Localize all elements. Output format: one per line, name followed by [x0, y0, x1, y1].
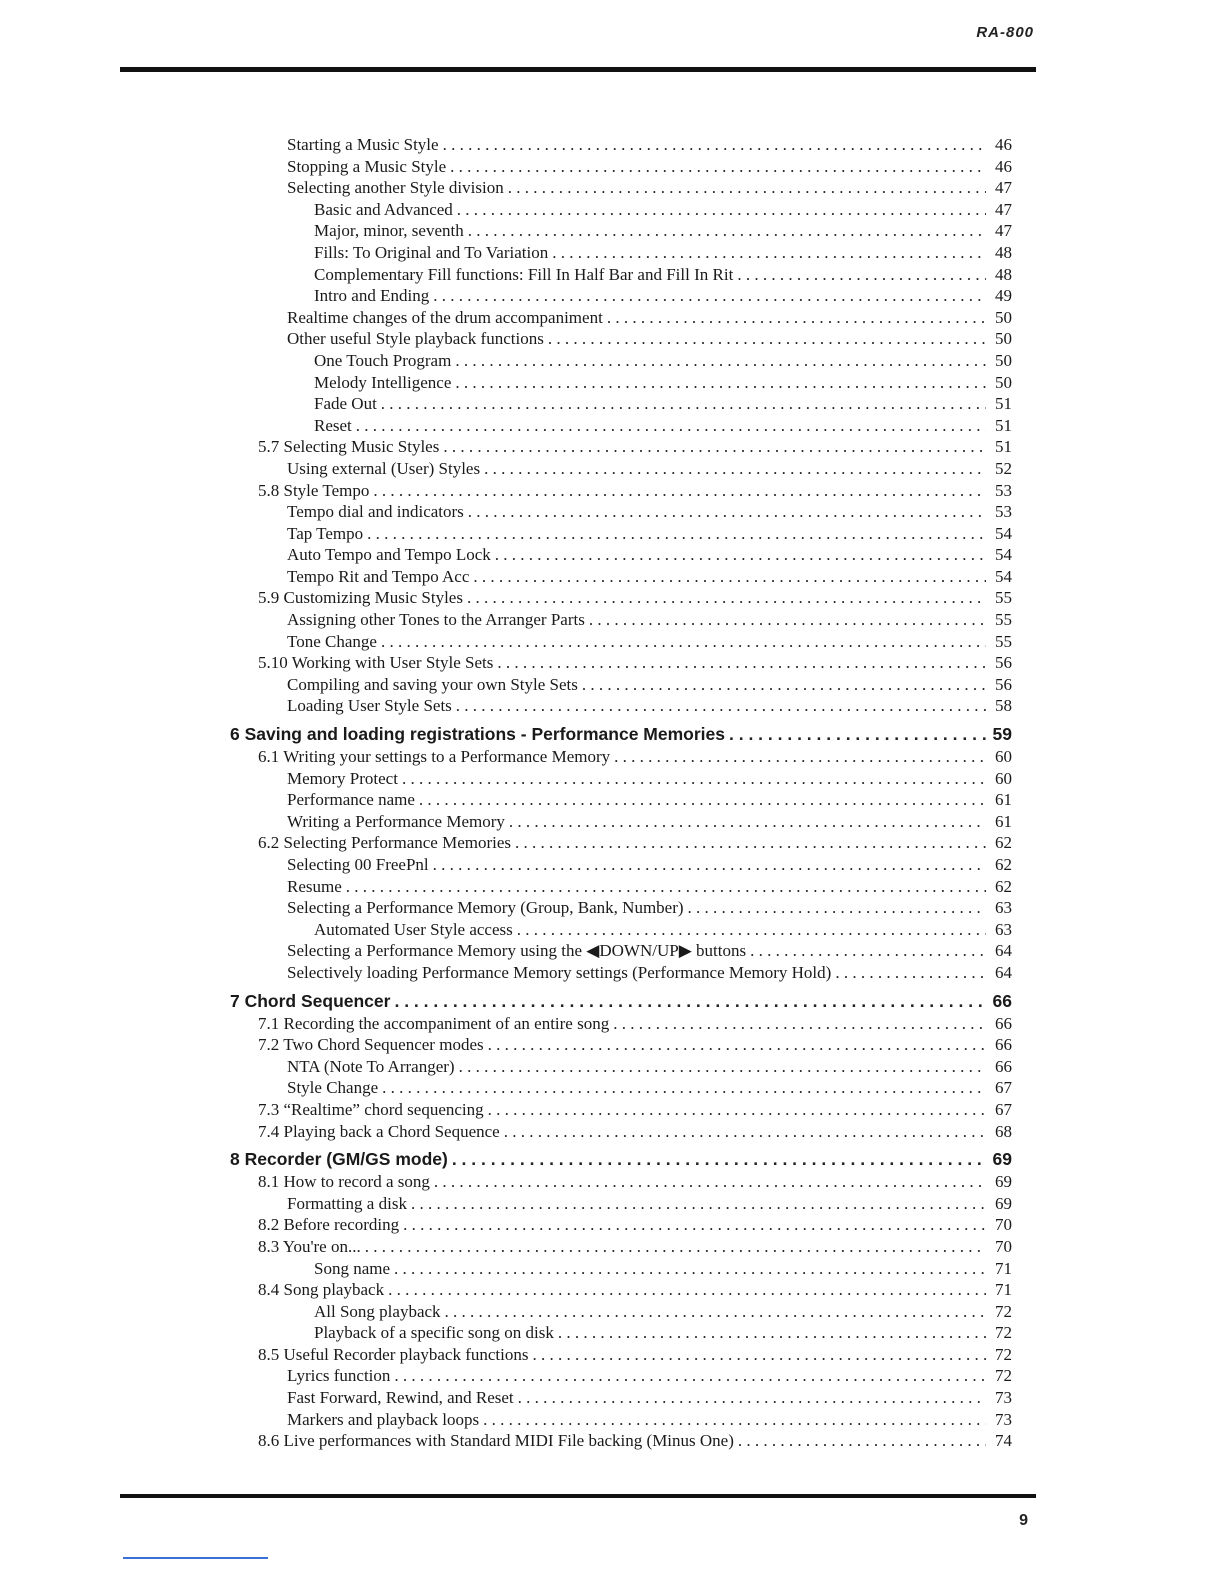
toc-entry-page: 51	[995, 394, 1012, 414]
toc-dot-leader	[495, 544, 986, 566]
toc-entry[interactable]	[230, 695, 1012, 717]
toc-dot-leader	[459, 1056, 986, 1078]
toc-dot-leader	[455, 372, 986, 394]
toc-entry[interactable]	[230, 832, 1012, 854]
toc-dot-leader	[518, 1387, 986, 1409]
toc-dot-leader	[750, 940, 986, 962]
toc-entry[interactable]	[230, 242, 1012, 264]
toc-dot-leader	[457, 199, 986, 221]
toc-entry[interactable]	[230, 962, 1012, 984]
toc-entry[interactable]	[230, 1056, 1012, 1078]
toc-entry[interactable]	[230, 307, 1012, 329]
toc-entry-page: 58	[995, 696, 1012, 716]
toc-entry[interactable]	[230, 1344, 1012, 1366]
toc-entry-title: Tempo Rit and Tempo Acc	[287, 566, 470, 586]
toc-entry-title: 7.2 Two Chord Sequencer modes	[258, 1035, 484, 1055]
toc-entry-title: 7 Chord Sequencer	[230, 990, 391, 1011]
toc-entry-page: 63	[995, 919, 1012, 939]
toc-entry-title: 5.9 Customizing Music Styles	[258, 588, 463, 608]
toc-dot-leader	[467, 587, 986, 609]
toc-entry-page: 67	[995, 1078, 1012, 1098]
toc-chapter-entry[interactable]	[230, 1148, 1012, 1171]
toc-entry[interactable]	[230, 1034, 1012, 1056]
toc-entry-page: 48	[995, 242, 1012, 262]
toc-entry-title: 8.3 You're on...	[258, 1236, 361, 1256]
toc-entry[interactable]	[230, 480, 1012, 502]
toc-dot-leader	[381, 393, 986, 415]
toc-entry-title: Memory Protect	[287, 768, 398, 788]
toc-entry-page: 69	[995, 1193, 1012, 1213]
toc-entry-title: Automated User Style access	[314, 919, 513, 939]
toc-entry-title: Fade Out	[314, 394, 377, 414]
toc-entry[interactable]	[230, 768, 1012, 790]
toc-entry[interactable]	[230, 566, 1012, 588]
toc-dot-leader	[504, 1121, 986, 1143]
toc-entry[interactable]	[230, 544, 1012, 566]
toc-entry-title: Intro and Ending	[314, 286, 430, 306]
toc-entry[interactable]	[230, 631, 1012, 653]
toc-dot-leader	[419, 789, 986, 811]
toc-entry[interactable]	[230, 1387, 1012, 1409]
toc-entry[interactable]	[230, 501, 1012, 523]
toc-dot-leader	[394, 990, 986, 1013]
toc-entry[interactable]	[230, 587, 1012, 609]
toc-dot-leader	[533, 1344, 987, 1366]
toc-entry-title: 5.10 Working with User Style Sets	[258, 653, 494, 673]
toc-entry-title: Selectively loading Performance Memory settings (Performance Memory Hold)	[287, 962, 832, 982]
toc-dot-leader	[403, 1214, 986, 1236]
toc-entry-page: 55	[995, 631, 1012, 651]
toc-entry-title: 8.2 Before recording	[258, 1215, 400, 1235]
toc-entry-page: 62	[995, 876, 1012, 896]
toc-dot-leader	[394, 1258, 986, 1280]
toc-entry-title: Other useful Style playback functions	[287, 329, 544, 349]
toc-chapter-entry[interactable]	[230, 990, 1012, 1013]
toc-dot-leader	[381, 631, 986, 653]
toc-entry-page: 60	[995, 747, 1012, 767]
toc-dot-leader	[382, 1077, 986, 1099]
header-model-name: RA-800	[976, 24, 1034, 41]
toc-entry-title: All Song playback	[314, 1301, 441, 1321]
toc-entry-title: Realtime changes of the drum accompaniment	[287, 307, 603, 327]
toc-entry-title: Resume	[287, 876, 342, 896]
toc-dot-leader	[738, 1430, 986, 1452]
toc-dot-leader	[552, 242, 986, 264]
toc-entry-page: 59	[992, 724, 1012, 745]
toc-dot-leader	[508, 177, 986, 199]
toc-entry-title: 8.1 How to record a song	[258, 1172, 430, 1192]
toc-entry[interactable]	[230, 674, 1012, 696]
toc-entry-page: 66	[992, 990, 1012, 1011]
toc-entry-page: 73	[995, 1409, 1012, 1429]
toc-entry[interactable]	[230, 264, 1012, 286]
toc-entry[interactable]	[230, 789, 1012, 811]
toc-entry[interactable]	[230, 1236, 1012, 1258]
toc-entry[interactable]	[230, 1365, 1012, 1387]
toc-entry-page: 66	[995, 1035, 1012, 1055]
toc-entry-title: Auto Tempo and Tempo Lock	[287, 545, 491, 565]
toc-dot-leader	[497, 652, 986, 674]
toc-dot-leader	[468, 501, 986, 523]
toc-entry-title: Style Change	[287, 1078, 379, 1098]
toc-dot-leader	[582, 674, 986, 696]
toc-entry-title: 7.4 Playing back a Chord Sequence	[258, 1121, 500, 1141]
toc-entry-page: 53	[995, 480, 1012, 500]
toc-entry-title: Writing a Performance Memory	[287, 811, 505, 831]
toc-entry-title: Performance name	[287, 790, 415, 810]
toc-entry[interactable]	[230, 1430, 1012, 1452]
toc-entry-page: 47	[995, 199, 1012, 219]
toc-entry-title: Tone Change	[287, 631, 377, 651]
toc-entry[interactable]	[230, 811, 1012, 833]
toc-entry-page: 72	[995, 1344, 1012, 1364]
toc-entry[interactable]	[230, 523, 1012, 545]
toc-entry-page: 69	[995, 1172, 1012, 1192]
toc-entry-page: 54	[995, 566, 1012, 586]
toc-entry[interactable]	[230, 1214, 1012, 1236]
toc-entry-title: Lyrics function	[287, 1366, 391, 1386]
toc-entry-title: 7.3 “Realtime” chord sequencing	[258, 1099, 484, 1119]
toc-entry-title: 7.1 Recording the accompaniment of an entire song	[258, 1013, 610, 1033]
toc-entry[interactable]	[230, 746, 1012, 768]
toc-dot-leader	[452, 1148, 986, 1171]
toc-entry[interactable]	[230, 1322, 1012, 1344]
table-of-contents	[230, 134, 1012, 1452]
toc-entry[interactable]	[230, 458, 1012, 480]
toc-entry[interactable]	[230, 328, 1012, 350]
toc-dot-leader	[558, 1322, 986, 1344]
toc-dot-leader	[443, 436, 986, 458]
toc-entry-page: 53	[995, 502, 1012, 522]
toc-dot-leader	[373, 480, 986, 502]
toc-entry-page: 62	[995, 833, 1012, 853]
toc-dot-leader	[367, 523, 986, 545]
toc-dot-leader	[835, 962, 986, 984]
toc-dot-leader	[411, 1193, 986, 1215]
toc-entry[interactable]	[230, 940, 1012, 962]
toc-entry-page: 50	[995, 372, 1012, 392]
toc-dot-leader	[445, 1301, 986, 1323]
header-rule	[120, 67, 1036, 72]
toc-entry[interactable]	[230, 436, 1012, 458]
toc-entry-title: 6 Saving and loading registrations - Performance Memories	[230, 724, 725, 745]
toc-entry-title: Fast Forward, Rewind, and Reset	[287, 1388, 514, 1408]
toc-entry-page: 47	[995, 221, 1012, 241]
toc-entry-page: 72	[995, 1366, 1012, 1386]
toc-entry-page: 61	[995, 811, 1012, 831]
toc-dot-leader	[688, 897, 986, 919]
toc-entry[interactable]	[230, 1171, 1012, 1193]
toc-entry-title: 6.2 Selecting Performance Memories	[258, 833, 512, 853]
toc-entry-page: 54	[995, 545, 1012, 565]
toc-entry[interactable]	[230, 1121, 1012, 1143]
toc-entry-page: 55	[995, 588, 1012, 608]
toc-entry-title: One Touch Program	[314, 350, 452, 370]
toc-entry-page: 50	[995, 329, 1012, 349]
toc-entry-page: 69	[992, 1149, 1012, 1170]
toc-entry-title: Selecting a Performance Memory (Group, Bank, Number)	[287, 898, 684, 918]
toc-entry-title: Melody Intelligence	[314, 372, 452, 392]
toc-dot-leader	[484, 458, 986, 480]
toc-entry-page: 64	[995, 941, 1012, 961]
toc-dot-leader	[737, 264, 986, 286]
toc-entry-title: Stopping a Music Style	[287, 156, 447, 176]
toc-entry-page: 47	[995, 178, 1012, 198]
toc-dot-leader	[729, 723, 986, 746]
page-number: 9	[1019, 1512, 1028, 1529]
toc-entry[interactable]	[230, 285, 1012, 307]
toc-entry[interactable]	[230, 652, 1012, 674]
toc-entry[interactable]	[230, 1077, 1012, 1099]
toc-entry-page: 71	[995, 1280, 1012, 1300]
toc-entry-title: Formatting a disk	[287, 1193, 407, 1213]
toc-entry-page: 70	[995, 1236, 1012, 1256]
toc-entry-page: 71	[995, 1258, 1012, 1278]
toc-entry[interactable]	[230, 372, 1012, 394]
toc-entry-title: Assigning other Tones to the Arranger Parts	[287, 610, 585, 630]
toc-entry-title: 5.8 Style Tempo	[258, 480, 370, 500]
toc-entry[interactable]	[230, 919, 1012, 941]
toc-entry[interactable]	[230, 350, 1012, 372]
toc-dot-leader	[517, 919, 986, 941]
toc-entry-page: 70	[995, 1215, 1012, 1235]
toc-entry-title: Playback of a specific song on disk	[314, 1323, 554, 1343]
toc-entry-title: Tap Tempo	[287, 523, 364, 543]
toc-entry[interactable]	[230, 199, 1012, 221]
toc-entry-title: Loading User Style Sets	[287, 696, 452, 716]
toc-dot-leader	[613, 1013, 986, 1035]
toc-dot-leader	[388, 1279, 986, 1301]
toc-entry-page: 72	[995, 1323, 1012, 1343]
toc-entry-title: 8.4 Song playback	[258, 1280, 385, 1300]
toc-entry-title: Compiling and saving your own Style Sets	[287, 674, 578, 694]
toc-entry-page: 51	[995, 437, 1012, 457]
toc-entry-title: Using external (User) Styles	[287, 458, 481, 478]
toc-entry-page: 61	[995, 790, 1012, 810]
toc-entry-title: Reset	[314, 415, 352, 435]
toc-entry[interactable]	[230, 393, 1012, 415]
toc-dot-leader	[443, 134, 986, 156]
toc-entry-page: 56	[995, 674, 1012, 694]
toc-dot-leader	[607, 307, 986, 329]
toc-entry[interactable]	[230, 156, 1012, 178]
toc-entry-page: 46	[995, 135, 1012, 154]
toc-entry-title: Complementary Fill functions: Fill In Half Bar and Fill In Rit	[314, 264, 734, 284]
toc-dot-leader	[488, 1034, 986, 1056]
toc-entry-page: 60	[995, 768, 1012, 788]
toc-entry-title: Selecting another Style division	[287, 178, 504, 198]
toc-dot-leader	[433, 854, 986, 876]
toc-dot-leader	[365, 1236, 986, 1258]
toc-entry-page: 56	[995, 653, 1012, 673]
toc-entry-page: 48	[995, 264, 1012, 284]
toc-entry-page: 68	[995, 1121, 1012, 1141]
toc-entry[interactable]	[230, 177, 1012, 199]
toc-entry-title: NTA (Note To Arranger)	[287, 1056, 455, 1076]
toc-dot-leader	[450, 156, 986, 178]
toc-entry-page: 63	[995, 898, 1012, 918]
toc-entry[interactable]	[230, 220, 1012, 242]
toc-entry[interactable]	[230, 1193, 1012, 1215]
toc-entry-page: 73	[995, 1388, 1012, 1408]
toc-entry[interactable]	[230, 876, 1012, 898]
toc-dot-leader	[346, 876, 986, 898]
toc-entry-title: Major, minor, seventh	[314, 221, 464, 241]
toc-entry[interactable]	[230, 1099, 1012, 1121]
toc-entry[interactable]	[230, 415, 1012, 437]
footer-rule	[120, 1494, 1036, 1498]
toc-dot-leader	[614, 746, 986, 768]
toc-entry-page: 72	[995, 1301, 1012, 1321]
toc-entry[interactable]	[230, 1301, 1012, 1323]
toc-entry-title: Starting a Music Style	[287, 135, 439, 154]
toc-entry-page: 49	[995, 286, 1012, 306]
toc-entry-title: Tempo dial and indicators	[287, 502, 464, 522]
toc-entry-page: 50	[995, 350, 1012, 370]
toc-dot-leader	[356, 415, 986, 437]
toc-entry[interactable]	[230, 897, 1012, 919]
toc-entry[interactable]	[230, 854, 1012, 876]
toc-dot-leader	[589, 609, 986, 631]
toc-entry-page: 66	[995, 1013, 1012, 1033]
toc-entry-title: Selecting 00 FreePnl	[287, 855, 429, 874]
toc-dot-leader	[488, 1099, 986, 1121]
toc-entry-page: 62	[995, 855, 1012, 874]
toc-dot-leader	[548, 328, 986, 350]
toc-entry[interactable]	[230, 1013, 1012, 1035]
toc-entry-title: 5.7 Selecting Music Styles	[258, 437, 440, 457]
toc-entry-page: 67	[995, 1099, 1012, 1119]
toc-dot-leader	[455, 350, 986, 372]
toc-entry-page: 66	[995, 1056, 1012, 1076]
toc-dot-leader	[483, 1409, 986, 1431]
toc-entry-title: 8.5 Useful Recorder playback functions	[258, 1344, 529, 1364]
toc-chapter-entry[interactable]	[230, 723, 1012, 746]
toc-entry[interactable]	[230, 1409, 1012, 1431]
toc-dot-leader	[433, 285, 986, 307]
toc-dot-leader	[402, 768, 986, 790]
toc-dot-leader	[515, 832, 986, 854]
toc-entry-page: 54	[995, 523, 1012, 543]
toc-entry-title: 8.6 Live performances with Standard MIDI File backing (Minus One)	[258, 1431, 734, 1451]
toc-entry-title: Fills: To Original and To Variation	[314, 242, 549, 262]
toc-entry-title: Markers and playback loops	[287, 1409, 480, 1429]
toc-entry-title: 6.1 Writing your settings to a Performance Memory	[258, 747, 611, 767]
toc-entry[interactable]	[230, 134, 1012, 156]
toc-dot-leader	[509, 811, 986, 833]
link-underline	[123, 1557, 268, 1559]
toc-dot-leader	[456, 695, 986, 717]
toc-entry-title: Basic and Advanced	[314, 199, 453, 219]
toc-entry-page: 46	[995, 156, 1012, 176]
toc-entry[interactable]	[230, 609, 1012, 631]
toc-entry-page: 64	[995, 962, 1012, 982]
toc-entry-title: Song name	[314, 1258, 391, 1278]
toc-entry-page: 51	[995, 415, 1012, 435]
toc-entry-page: 74	[995, 1431, 1012, 1451]
toc-entry-page: 52	[995, 458, 1012, 478]
toc-entry[interactable]	[230, 1258, 1012, 1280]
toc-dot-leader	[468, 220, 986, 242]
toc-entry-page: 55	[995, 610, 1012, 630]
toc-dot-leader	[473, 566, 986, 588]
toc-entry-title: Selecting a Performance Memory using the ◀DOWN/UP▶ buttons	[287, 941, 747, 961]
toc-entry-page: 50	[995, 307, 1012, 327]
toc-entry[interactable]	[230, 1279, 1012, 1301]
toc-dot-leader	[434, 1171, 986, 1193]
toc-dot-leader	[394, 1365, 986, 1387]
toc-entry-title: 8 Recorder (GM/GS mode)	[230, 1149, 448, 1170]
